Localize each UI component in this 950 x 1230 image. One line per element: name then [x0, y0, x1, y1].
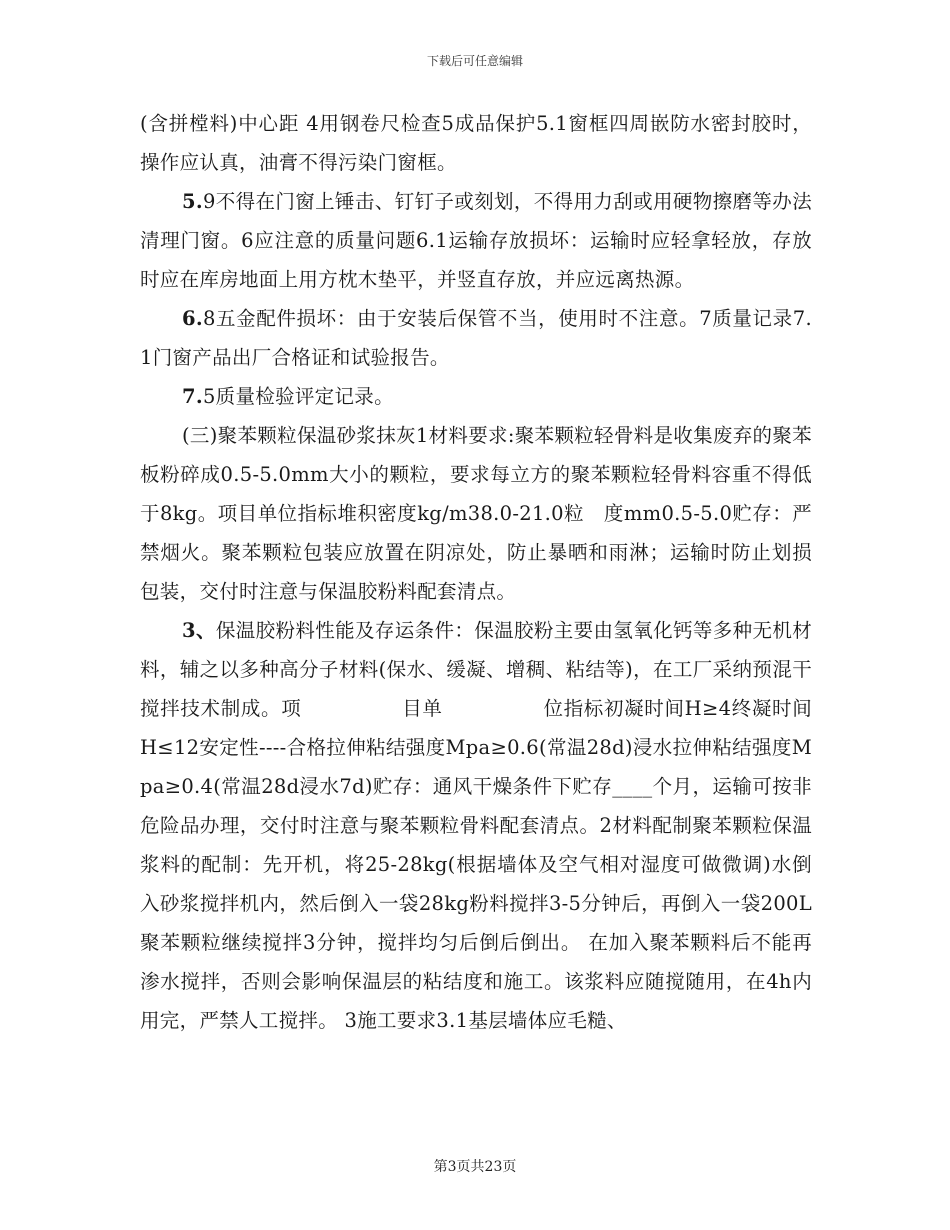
paragraph-1 [140, 104, 812, 182]
paragraph-4-text: 5质量检验评定记录。 [202, 385, 394, 408]
document-body [140, 104, 812, 1040]
paragraph-4-lead: 7. [182, 385, 203, 408]
paragraph-4 [140, 377, 812, 416]
paragraph-3-lead: 6. [182, 307, 203, 330]
page-footer: 第3页共23页 [433, 1159, 517, 1175]
paragraph-6-lead: 3、 [182, 619, 216, 642]
paragraph-6 [140, 611, 812, 1040]
paragraph-2-lead: 5. [182, 190, 203, 213]
paragraph-1-text: (含拼樘料)中心距 4用钢卷尺检查5成品保护5.1窗框四周嵌防水密封胶时，操作应认真，油膏不得污染门窗框。 [140, 112, 812, 174]
paragraph-6-text: 保温胶粉料性能及存运条件：保温胶粉主要由氢氧化钙等多种无机材料，辅之以多种高分子材料(保水、缓凝、增稠、粘结等)，在工厂采纳预混干搅拌技术制成。项 目单 位指标初凝时间H≥4终凝时间H≤12安定性----合格拉伸粘结强度Mpa≥0.6(常温28d)浸水拉伸粘结强度Mpa≥0.4(常温28d浸水7d)贮存：通风干燥条件下贮存____个月，运输可按非危险品办理，交付时注意与聚苯颗粒骨料配套清点。2材料配制聚苯颗粒保温浆料的配制：先开机，将25-28kg(根据墙体及空气相对湿度可做微调)水倒入砂浆搅拌机内，然后倒入一袋28kg粉料搅拌3-5分钟后，再倒入一袋200L聚苯颗粒继续搅拌3分钟，搅拌均匀后倒后倒出。 在加入聚苯颗料后不能再渗水搅拌，否则会影响保温层的粘结度和施工。该浆料应随搅随用，在4h内用完，严禁人工搅拌。 3施工要求3.1基层墙体应毛糙、 [140, 619, 812, 1032]
paragraph-3 [140, 299, 812, 377]
paragraph-5-text: (三)聚苯颗粒保温砂浆抹灰1材料要求:聚苯颗粒轻骨料是收集废弃的聚苯板粉碎成0.5-5.0mm大小的颗粒，要求每立方的聚苯颗粒轻骨料容重不得低于8kg。项目单位指标堆积密度kg/m38.0-21.0粒 度mm0.5-5.0贮存：严禁烟火。聚苯颗粒包装应放置在阴凉处，防止暴晒和雨淋；运输时防止划损包装，交付时注意与保温胶粉料配套清点。 [140, 424, 812, 603]
paragraph-2-text: 9不得在门窗上锤击、钉钉子或刻划，不得用力刮或用硬物擦磨等办法清理门窗。6应注意的质量问题6.1运输存放损坏：运输时应轻拿轻放，存放时应在库房地面上用方枕木垫平，并竖直存放，并应远离热源。 [140, 190, 812, 291]
paragraph-3-text: 8五金配件损坏：由于安装后保管不当，使用时不注意。7质量记录7.1门窗产品出厂合格证和试验报告。 [140, 307, 812, 369]
page-header: 下载后可任意编辑 [426, 54, 523, 68]
paragraph-2 [140, 182, 812, 299]
paragraph-5 [140, 416, 812, 611]
